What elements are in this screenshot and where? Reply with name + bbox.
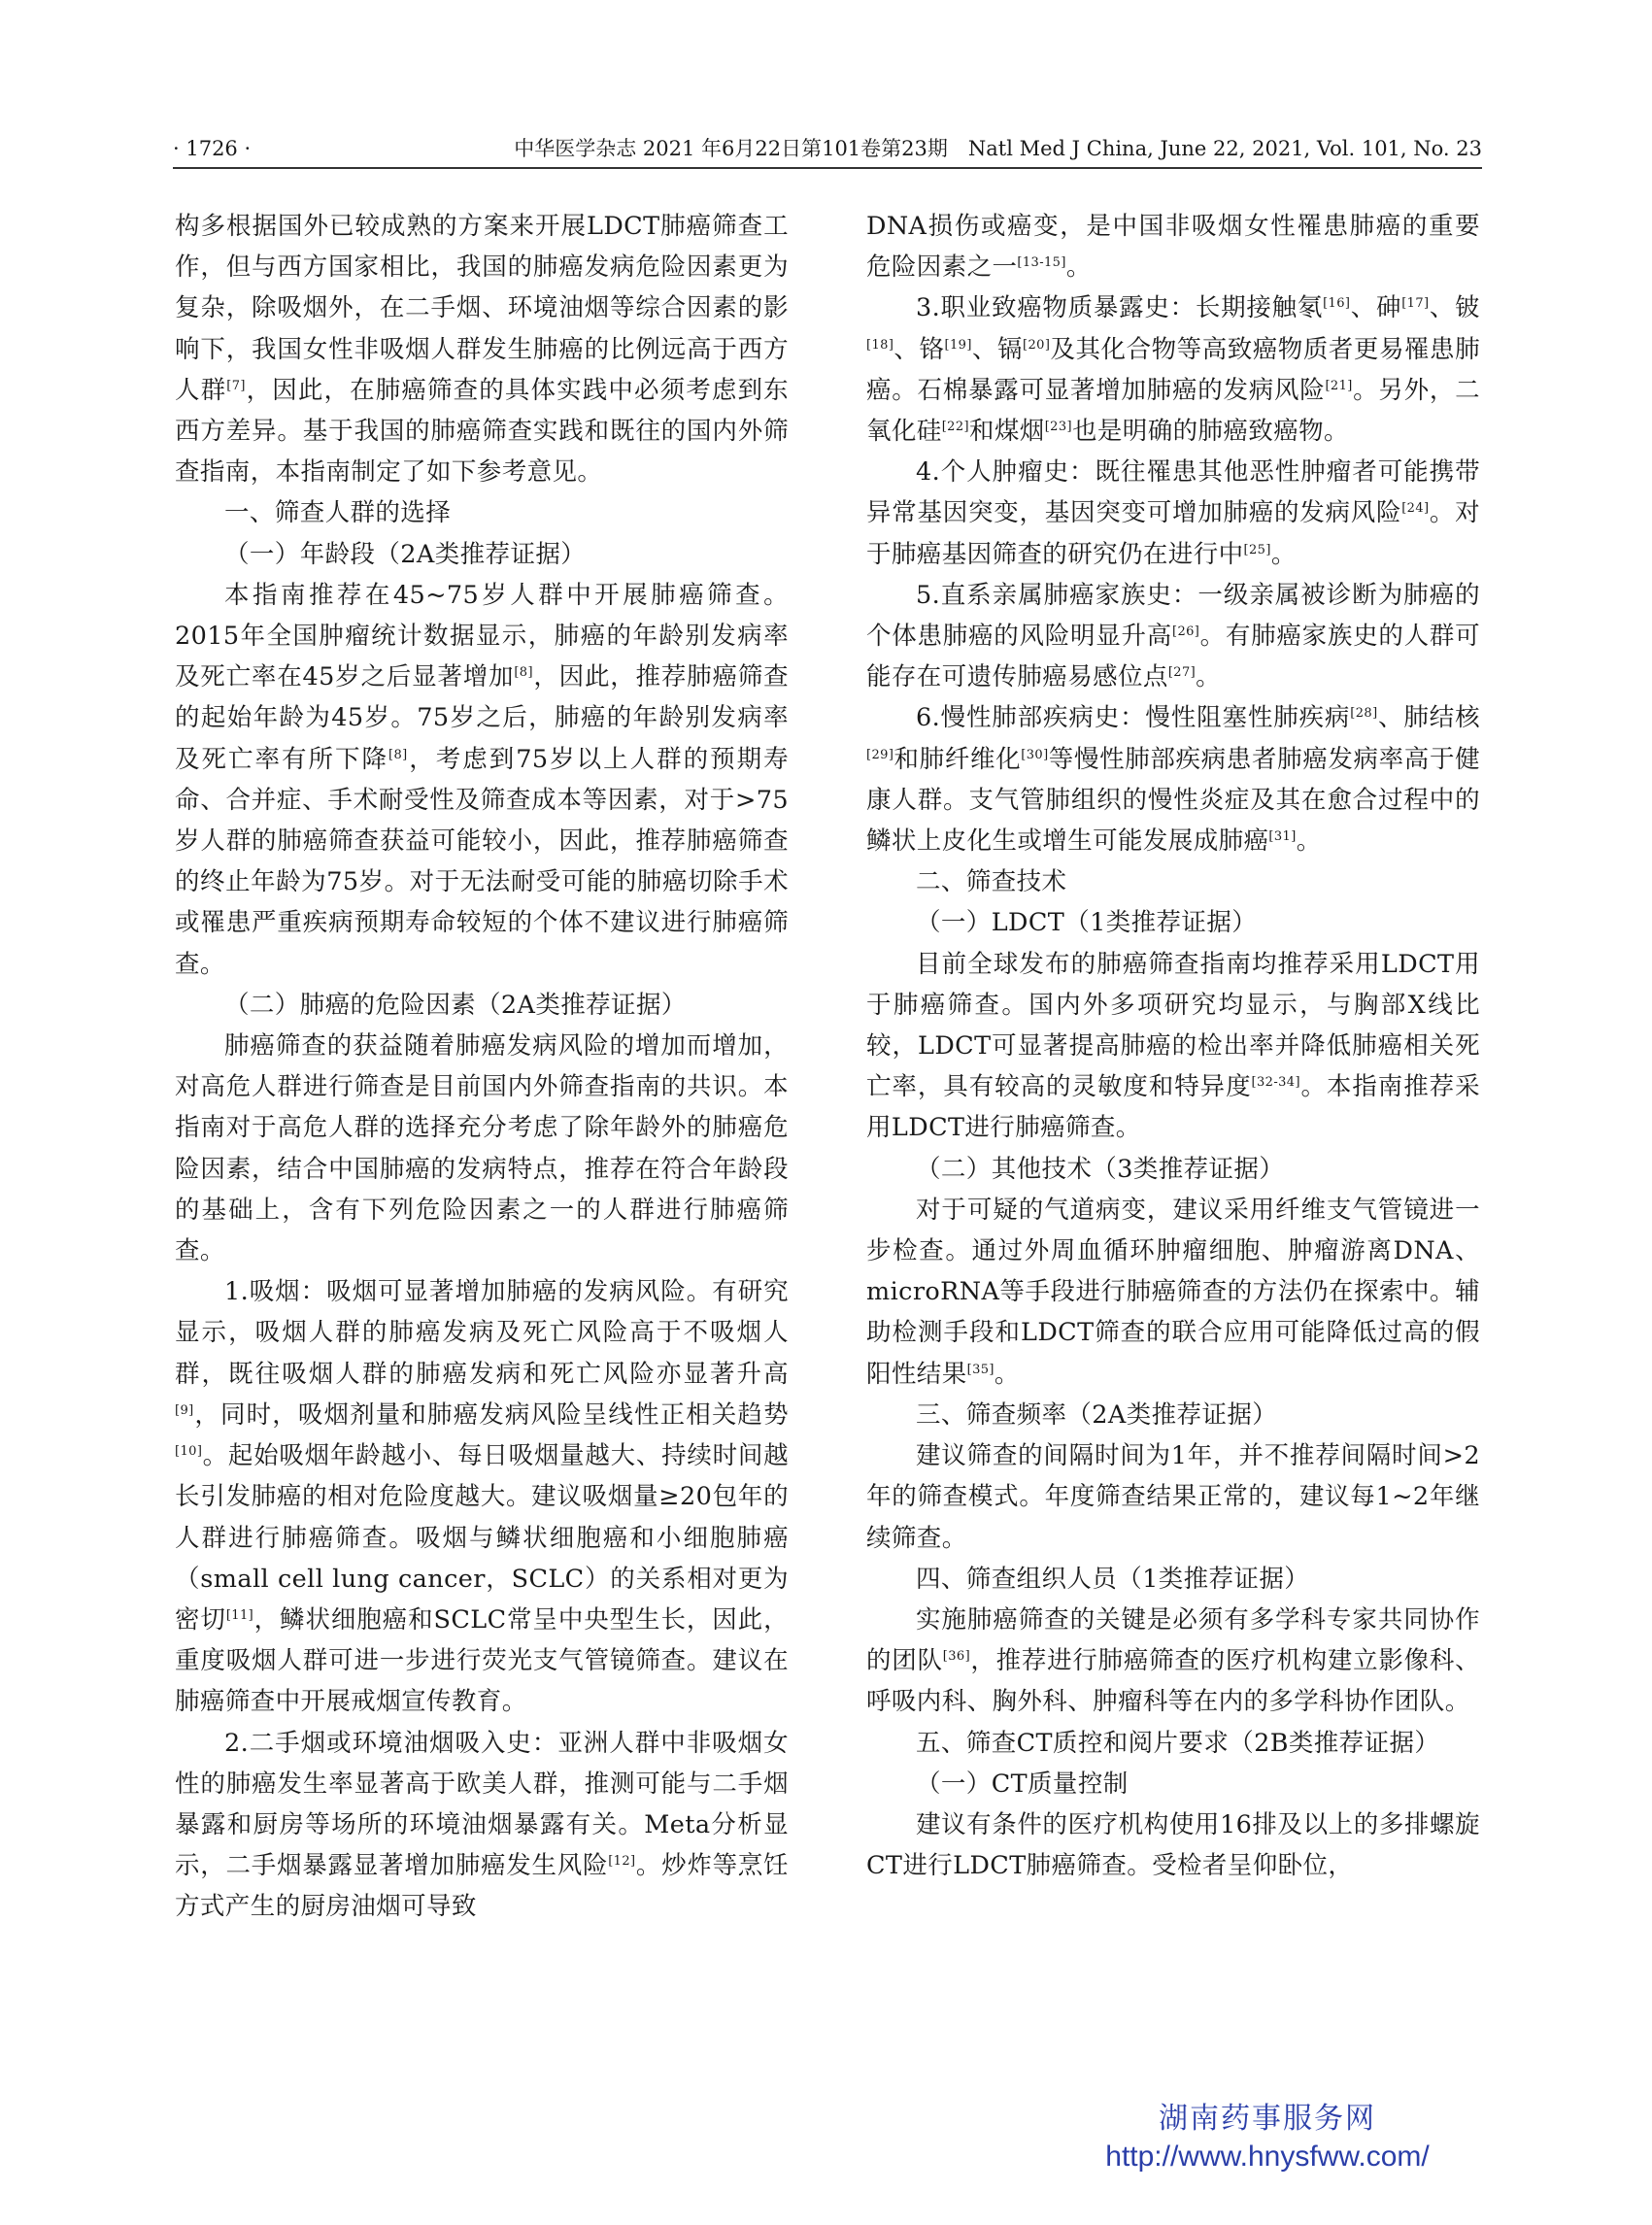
- watermark-url[interactable]: http://www.hnysfww.com/: [1105, 2141, 1430, 2173]
- section-heading: 四、筛查组织人员（1类推荐证据）: [916, 1564, 1310, 1594]
- paragraph: 目前全球发布的肺癌筛查指南均推荐采用LDCT用于肺癌筛查。国内外多项研究均显示，与胸部X线比较，LDCT可显著提高肺癌的检出率并降低肺癌相关死亡率，具有较高的灵敏度和特异度[32-34]。本指南推荐采用LDCT进行肺癌筛查。: [866, 949, 1480, 1143]
- subsection-heading: （一）LDCT（1类推荐证据）: [916, 908, 1258, 938]
- paragraph: 本指南推荐在45~75岁人群中开展肺癌筛查。2015年全国肿瘤统计数据显示，肺癌的年龄别发病率及死亡率在45岁之后显著增加[8]，因此，推荐肺癌筛查的起始年龄为45岁。75岁之后，肺癌的年龄别发病率及死亡率有所下降[8]，考虑到75岁以上人群的预期寿命、合并症、手术耐受性及筛查成本等因素，对于>75岁人群的肺癌筛查获益可能较小，因此，推荐肺癌筛查的终止年龄为75岁。对于无法耐受可能的肺癌切除手术或罹患严重疾病预期寿命较短的个体不建议进行肺癌筛查。: [175, 580, 790, 979]
- paragraph: 6.慢性肺部疾病史：慢性阻塞性肺疾病[28]、肺结核[29]和肺纤维化[30]等慢性肺部疾病患者肺癌发病率高于健康人群。支气管肺组织的慢性炎症及其在愈合过程中的鳞状上皮化生或增生可能发展成肺癌[31]。: [866, 703, 1480, 857]
- paragraph: 对于可疑的气道病变，建议采用纤维支气管镜进一步检查。通过外周血循环肿瘤细胞、肿瘤游离DNA、microRNA等手段进行肺癌筛查的方法仍在探索中。辅助检测手段和LDCT筛查的联合应用可能降低过高的假阳性结果[35]。: [866, 1195, 1480, 1389]
- paragraph: 3.职业致癌物质暴露史：长期接触氡[16]、砷[17]、铍[18]、铬[19]、镉[20]及其化合物等高致癌物质者更易罹患肺癌。石棉暴露可显著增加肺癌的发病风险[21]。另外，二氧化硅[22]和煤烟[23]也是明确的肺癌致癌物。: [866, 293, 1480, 447]
- paragraph: 1.吸烟：吸烟可显著增加肺癌的发病风险。有研究显示，吸烟人群的肺癌发病及死亡风险高于不吸烟人群，既往吸烟人群的肺癌发病和死亡风险亦显著升高[9]，同时，吸烟剂量和肺癌发病风险呈线性正相关趋势[10]。起始吸烟年龄越小、每日吸烟量越大、持续时间越长引发肺癌的相对危险度越大。建议吸烟量≥20包年的人群进行肺癌筛查。吸烟与鳞状细胞癌和小细胞肺癌（small cell lung cancer，SCLC）的关系相对更为密切[11]，鳞状细胞癌和SCLC常呈中央型生长，因此，重度吸烟人群可进一步进行荧光支气管镜筛查。建议在肺癌筛查中开展戒烟宣传教育。: [175, 1277, 789, 1717]
- page-number: · 1726 ·: [173, 137, 252, 160]
- watermark-site-name: 湖南药事服务网: [1159, 2103, 1376, 2135]
- paragraph: 建议有条件的医疗机构使用16排及以上的多排螺旋CT进行LDCT肺癌筛查。受检者呈仰卧位，: [866, 1809, 1480, 1881]
- paragraph: DNA损伤或癌变，是中国非吸烟女性罹患肺癌的重要危险因素之一[13-15]。: [866, 212, 1480, 283]
- paragraph: 4.个人肿瘤史：既往罹患其他恶性肿瘤者可能携带异常基因突变，基因突变可增加肺癌的发病风险[24]。对于肺癌基因筛查的研究仍在进行中[25]。: [866, 457, 1480, 569]
- right-column: [866, 206, 1480, 1886]
- paragraph: 肺癌筛查的获益随着肺癌发病风险的增加而增加，对高危人群进行筛查是目前国内外筛查指南的共识。本指南对于高危人群的选择充分考虑了除年龄外的肺癌危险因素，结合中国肺癌的发病特点，推荐在符合年龄段的基础上，含有下列危险因素之一的人群进行肺癌筛查。: [175, 1031, 789, 1266]
- paragraph: 2.二手烟或环境油烟吸入史：亚洲人群中非吸烟女性的肺癌发生率显著高于欧美人群，推测可能与二手烟暴露和厨房等场所的环境油烟暴露有关。Meta分析显示，二手烟暴露显著增加肺癌发生风险[12]。炒炸等烹饪方式产生的厨房油烟可导致: [175, 1728, 789, 1922]
- watermark: [1049, 2100, 1486, 2175]
- left-column: [175, 206, 789, 1928]
- subsection-heading: （一）CT质量控制: [916, 1769, 1129, 1799]
- subsection-heading: （二）肺癌的危险因素（2A类推荐证据）: [224, 990, 687, 1020]
- journal-citation: 中华医学杂志 2021 年6月22日第101卷第23期 Natl Med J China, June 22, 2021, Vol. 101, No. 23: [514, 137, 1482, 160]
- paragraph: 实施肺癌筛查的关键是必须有多学科专家共同协作的团队[36]，推荐进行肺癌筛查的医疗机构建立影像科、呼吸内科、胸外科、肿瘤科等在内的多学科协作团队。: [866, 1604, 1480, 1717]
- paragraph: 建议筛查的间隔时间为1年，并不推荐间隔时间>2年的筛查模式。年度筛查结果正常的，建议每1~2年继续筛查。: [866, 1441, 1480, 1553]
- section-heading: 二、筛查技术: [916, 867, 1067, 897]
- running-header: [173, 132, 1482, 169]
- section-heading: 三、筛查频率（2A类推荐证据）: [916, 1399, 1278, 1430]
- section-heading: 五、筛查CT质控和阅片要求（2B类推荐证据）: [916, 1728, 1440, 1758]
- paragraph: 构多根据国外已较成熟的方案来开展LDCT肺癌筛查工作，但与西方国家相比，我国的肺癌发病危险因素更为复杂，除吸烟外，在二手烟、环境油烟等综合因素的影响下，我国女性非吸烟人群发生肺癌的比例远高于西方人群[7]，因此，在肺癌筛查的具体实践中必须考虑到东西方差异。基于我国的肺癌筛查实践和既往的国内外筛查指南，本指南制定了如下参考意见。: [175, 212, 789, 488]
- paragraph: 5.直系亲属肺癌家族史：一级亲属被诊断为肺癌的个体患肺癌的风险明显升高[26]。有肺癌家族史的人群可能存在可遗传肺癌易感位点[27]。: [866, 580, 1480, 692]
- subsection-heading: （一）年龄段（2A类推荐证据）: [224, 539, 587, 569]
- subsection-heading: （二）其他技术（3类推荐证据）: [916, 1154, 1285, 1184]
- section-heading: 一、筛查人群的选择: [224, 498, 452, 528]
